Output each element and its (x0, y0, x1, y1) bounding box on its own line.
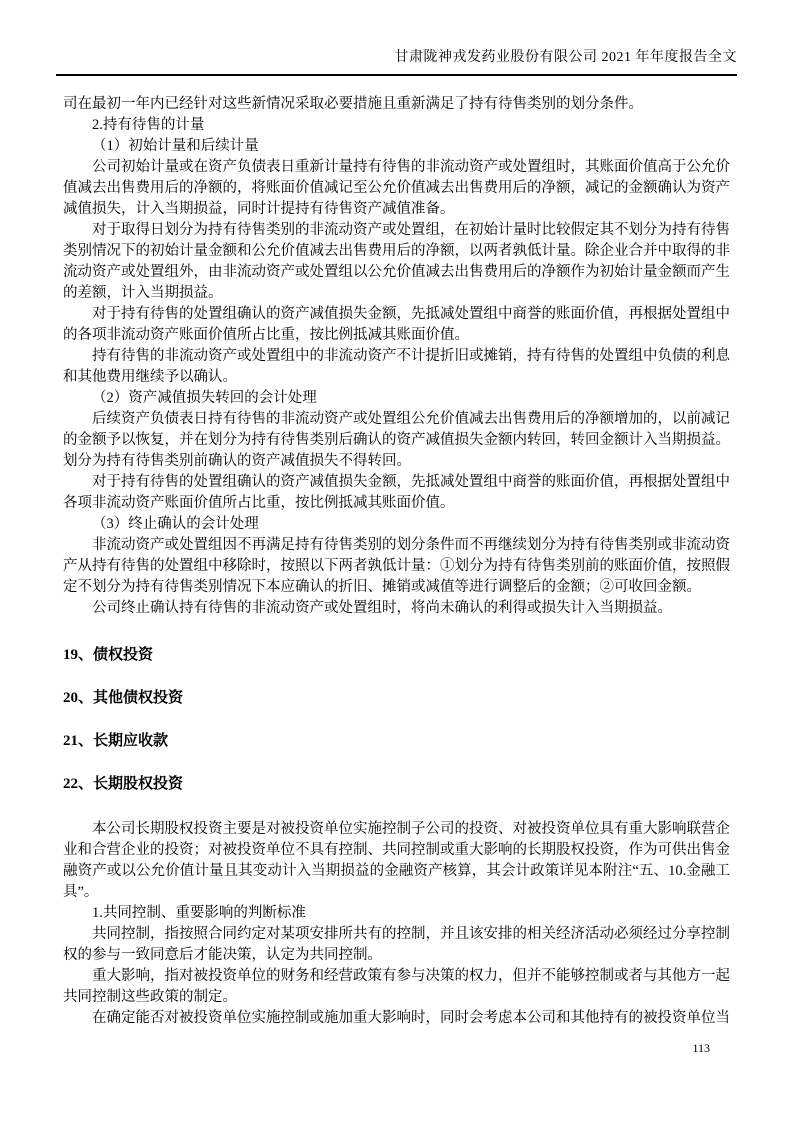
subheading-joint-control-criteria: 1.共同控制、重要影响的判断标准 (92, 905, 306, 921)
document-body (63, 94, 730, 1029)
paragraph: 后续资产负债表日持有待售的非流动资产或处置组公允价值减去出售费用后的净额增加的，以前减记的金额予以恢复，并在划分为持有待售类别后确认的资产减值损失金额内转回，转回金额计入当期损益。划分为持有待售类别前确认的资产减值损失不得转回。 (63, 411, 730, 469)
paragraph: 在确定能否对被投资单位实施控制或施加重大影响时，同时会考虑本公司和其他持有的被投资单位当 (92, 1010, 730, 1026)
subheading-initial-measurement: （1）初始计量和后续计量 (92, 138, 259, 154)
paragraph: 对于持有待售的处置组确认的资产减值损失金额，先抵减处置组中商誉的账面价值，再根据处置组中的各项非流动资产账面价值所占比重，按比例抵减其账面价值。 (63, 306, 730, 343)
paragraph: 对于取得日划分为持有待售类别的非流动资产或处置组，在初始计量时比较假定其不划分为持有待售类别情况下的初始计量金额和公允价值减去出售费用后的净额，以两者孰低计量。除企业合并中取得的非流动资产或处置组外，由非流动资产或处置组以公允价值减去出售费用后的净额作为初始计量金额而产生的差额，计入当期损益。 (63, 222, 730, 301)
section-heading-21-long-term-receivables: 21、长期应收款 (63, 733, 169, 749)
paragraph: 持有待售的非流动资产或处置组中的非流动资产不计提折旧或摊销，持有待售的处置组中负债的利息和其他费用继续予以确认。 (63, 348, 730, 385)
section-heading-19-debt-investment: 19、债权投资 (63, 647, 154, 663)
report-title: 甘肃陇神戎发药业股份有限公司 2021 年年度报告全文 (394, 50, 737, 65)
page-header (56, 48, 737, 76)
paragraph: 共同控制，指按照合同约定对某项安排所共有的控制，并且该安排的相关经济活动必须经过分享控制权的参与一致同意后才能决策，认定为共同控制。 (63, 926, 730, 963)
paragraph-continued: 司在最初一年内已经针对这些新情况采取必要措施且重新满足了持有待售类别的划分条件。 (63, 96, 643, 112)
paragraph: 公司初始计量或在资产负债表日重新计量持有待售的非流动资产或处置组时，其账面价值高于公允价值减去出售费用后的净额的，将账面价值减记至公允价值减去出售费用后的净额，减记的金额确认为资产减值损失，计入当期损益，同时计提持有待售资产减值准备。 (63, 159, 730, 217)
paragraph: 非流动资产或处置组因不再满足持有待售类别的划分条件而不再继续划分为持有待售类别或非流动资产从持有待售的处置组中移除时，按照以下两者孰低计量：①划分为持有待售类别前的账面价值，按照假定不划分为持有待售类别情况下本应确认的折旧、摊销或减值等进行调整后的金额；②可收回金额。 (63, 537, 730, 595)
paragraph: 本公司长期股权投资主要是对被投资单位实施控制子公司的投资、对被投资单位具有重大影响联营企业和合营企业的投资；对被投资单位不具有控制、共同控制或重大影响的长期股权投资，作为可供出售金融资产或以公允价值计量且其变动计入当期损益的金融资产核算，其会计政策详见本附注“五、10.金融工具”。 (63, 821, 730, 900)
section-heading-20-other-debt-investment: 20、其他债权投资 (63, 690, 184, 706)
subheading-impairment-reversal: （2）资产减值损失转回的会计处理 (92, 390, 317, 406)
section-heading-22-long-term-equity-investment: 22、长期股权投资 (63, 776, 184, 792)
page-number: 113 (692, 1041, 710, 1055)
subheading-measurement: 2.持有待售的计量 (92, 117, 205, 133)
paragraph: 对于持有待售的处置组确认的资产减值损失金额，先抵减处置组中商誉的账面价值，再根据处置组中各项非流动资产账面价值所占比重，按比例抵减其账面价值。 (63, 474, 730, 511)
subheading-derecognition: （3）终止确认的会计处理 (92, 516, 259, 532)
paragraph: 公司终止确认持有待售的非流动资产或处置组时，将尚未确认的利得或损失计入当期损益。 (92, 600, 672, 616)
paragraph: 重大影响，指对被投资单位的财务和经营政策有参与决策的权力，但并不能够控制或者与其他方一起共同控制这些政策的制定。 (63, 968, 730, 1005)
